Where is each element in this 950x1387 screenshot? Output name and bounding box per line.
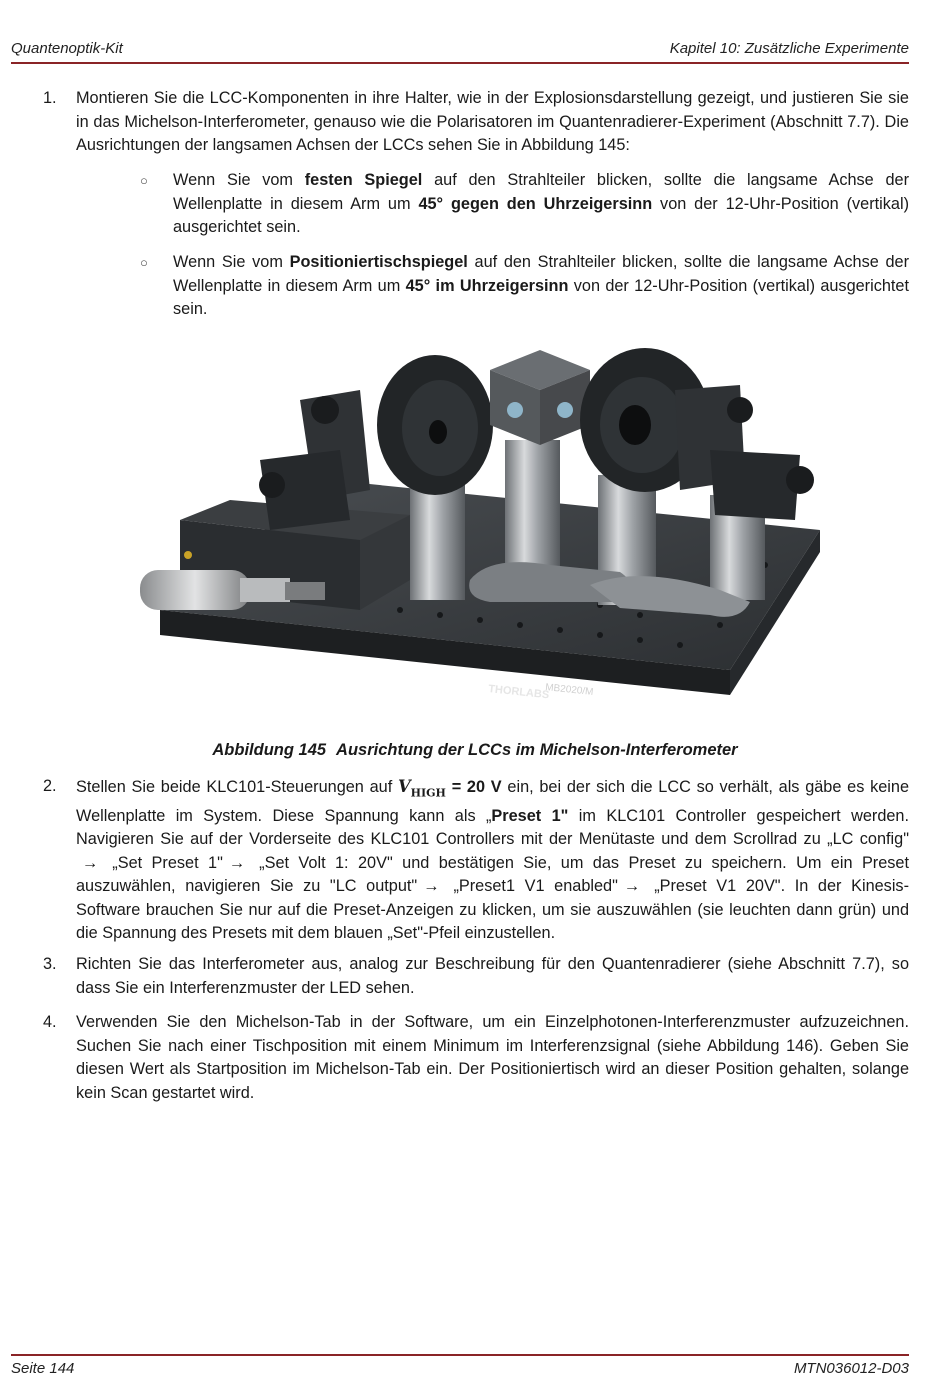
- arrow-icon: →: [228, 853, 246, 872]
- page-header: [11, 40, 909, 58]
- figure-label: Abbildung 145: [212, 741, 327, 759]
- plate-brand: THORLABS: [487, 683, 550, 702]
- arrow-icon: →: [82, 853, 99, 872]
- bullet-text: Wenn Sie vom Positioniertischspiegel auf den Strahlteiler blicken, sollte die langsame Achse der Wellenplatte in diesem Arm um 45° im Uhrzeigersinn von der 12-Uhr-Position (vertikal) ausgerichtet sein.: [173, 253, 910, 318]
- step-text: Stellen Sie beide KLC101-Steuerungen auf $V_{HIGH} = 20$ V ein, bei der sich die LCC so verhält, als gäbe es keine Wellenplatte im System. Diese Spannung kann als „Preset 1" im KLC101 Controller gespeichert werden. Navigieren Sie auf der Vorderseite des KLC101 Controllers mit der Menütaste und dem Scrollrad zu „LC config"→ „Set Preset 1" → „Set Volt 1: 20V" und bestätigen Sie, um das Preset zu speichern. Um ein Preset auszuwählen, navigieren Sie zu "LC output" → „Preset1 V1 enabled" → „Preset V1 20V". In der Kinesis-Software brauchen Sie nur auf die Preset-Anzeigen zu klicken, um sie auszuwählen (sie leuchten dann grün) und die Spannung des Presets mit dem blauen „Set"-Pfeil einzustellen.: [76, 777, 910, 943]
- step-text: Montieren Sie die LCC-Komponenten in ihre Halter, wie in der Explosionsdarstellung gezeigt, und justieren Sie sie in das Michelson-Interferometer, genauso wie die Polarisatoren im Quantenradierer-Experiment (Abschnitt 7.7). Die Ausrichtungen der langsamen Achsen der LCCs sehen Sie in Abbildung 145:: [76, 89, 909, 154]
- step-number: 1.: [43, 89, 57, 107]
- step-4: [43, 1011, 909, 1105]
- step-text: Verwenden Sie den Michelson-Tab in der Software, um ein Einzelphotonen-Interferenzmuster aufzuzeichnen. Suchen Sie nach einer Tischposition mit einem Minimum im Interferenzsignal (siehe Abbildung 146). Geben Sie diesen Wert als Startposition im Michelson-Tab ein. Der Positioniertisch wird an dieser Position gehalten, solange kein Scan gestartet wird.: [76, 1013, 909, 1102]
- step-number: 4.: [43, 1013, 57, 1031]
- step-1: [43, 87, 909, 158]
- page-footer: [11, 1360, 909, 1378]
- step-number: 3.: [43, 955, 57, 973]
- bullet-fixed-mirror: [140, 169, 909, 240]
- plate-model: MB2020/M: [544, 682, 594, 699]
- footer-page-number: Seite 144: [11, 1360, 75, 1377]
- bullet-stage-mirror: [140, 251, 909, 322]
- interferometer-illustration: [120, 340, 830, 720]
- header-right: Kapitel 10: Zusätzliche Experimente: [669, 40, 909, 57]
- figure-caption: [0, 741, 950, 760]
- v-high-symbol: $V_{HIGH}$: [397, 777, 446, 800]
- arrow-icon: →: [423, 877, 440, 896]
- step-3: [43, 953, 909, 1000]
- step-number: 2.: [43, 777, 57, 795]
- step-2: [43, 775, 909, 946]
- step-text: Richten Sie das Interferometer aus, analog zur Beschreibung für den Quantenradierer (siehe Abschnitt 7.7), so dass Sie ein Interferenzmuster der LED sehen.: [76, 955, 909, 997]
- figure-michelson-setup: [120, 340, 830, 720]
- footer-doc-id: MTN036012-D03: [793, 1360, 909, 1377]
- footer-rule: [11, 1354, 909, 1356]
- bullet-text: Wenn Sie vom festen Spiegel auf den Strahlteiler blicken, sollte die langsame Achse der Wellenplatte in diesem Arm um 45° gegen den Uhrzeigersinn von der 12-Uhr-Position (vertikal) ausgerichtet sein.: [173, 171, 910, 236]
- figure-caption-text: Ausrichtung der LCCs im Michelson-Interferometer: [336, 741, 738, 759]
- bullet-circle-icon: ○: [140, 255, 148, 270]
- arrow-icon: →: [623, 877, 641, 896]
- header-left: Quantenoptik-Kit: [11, 40, 123, 57]
- header-rule: [11, 62, 909, 64]
- bullet-circle-icon: ○: [140, 173, 148, 188]
